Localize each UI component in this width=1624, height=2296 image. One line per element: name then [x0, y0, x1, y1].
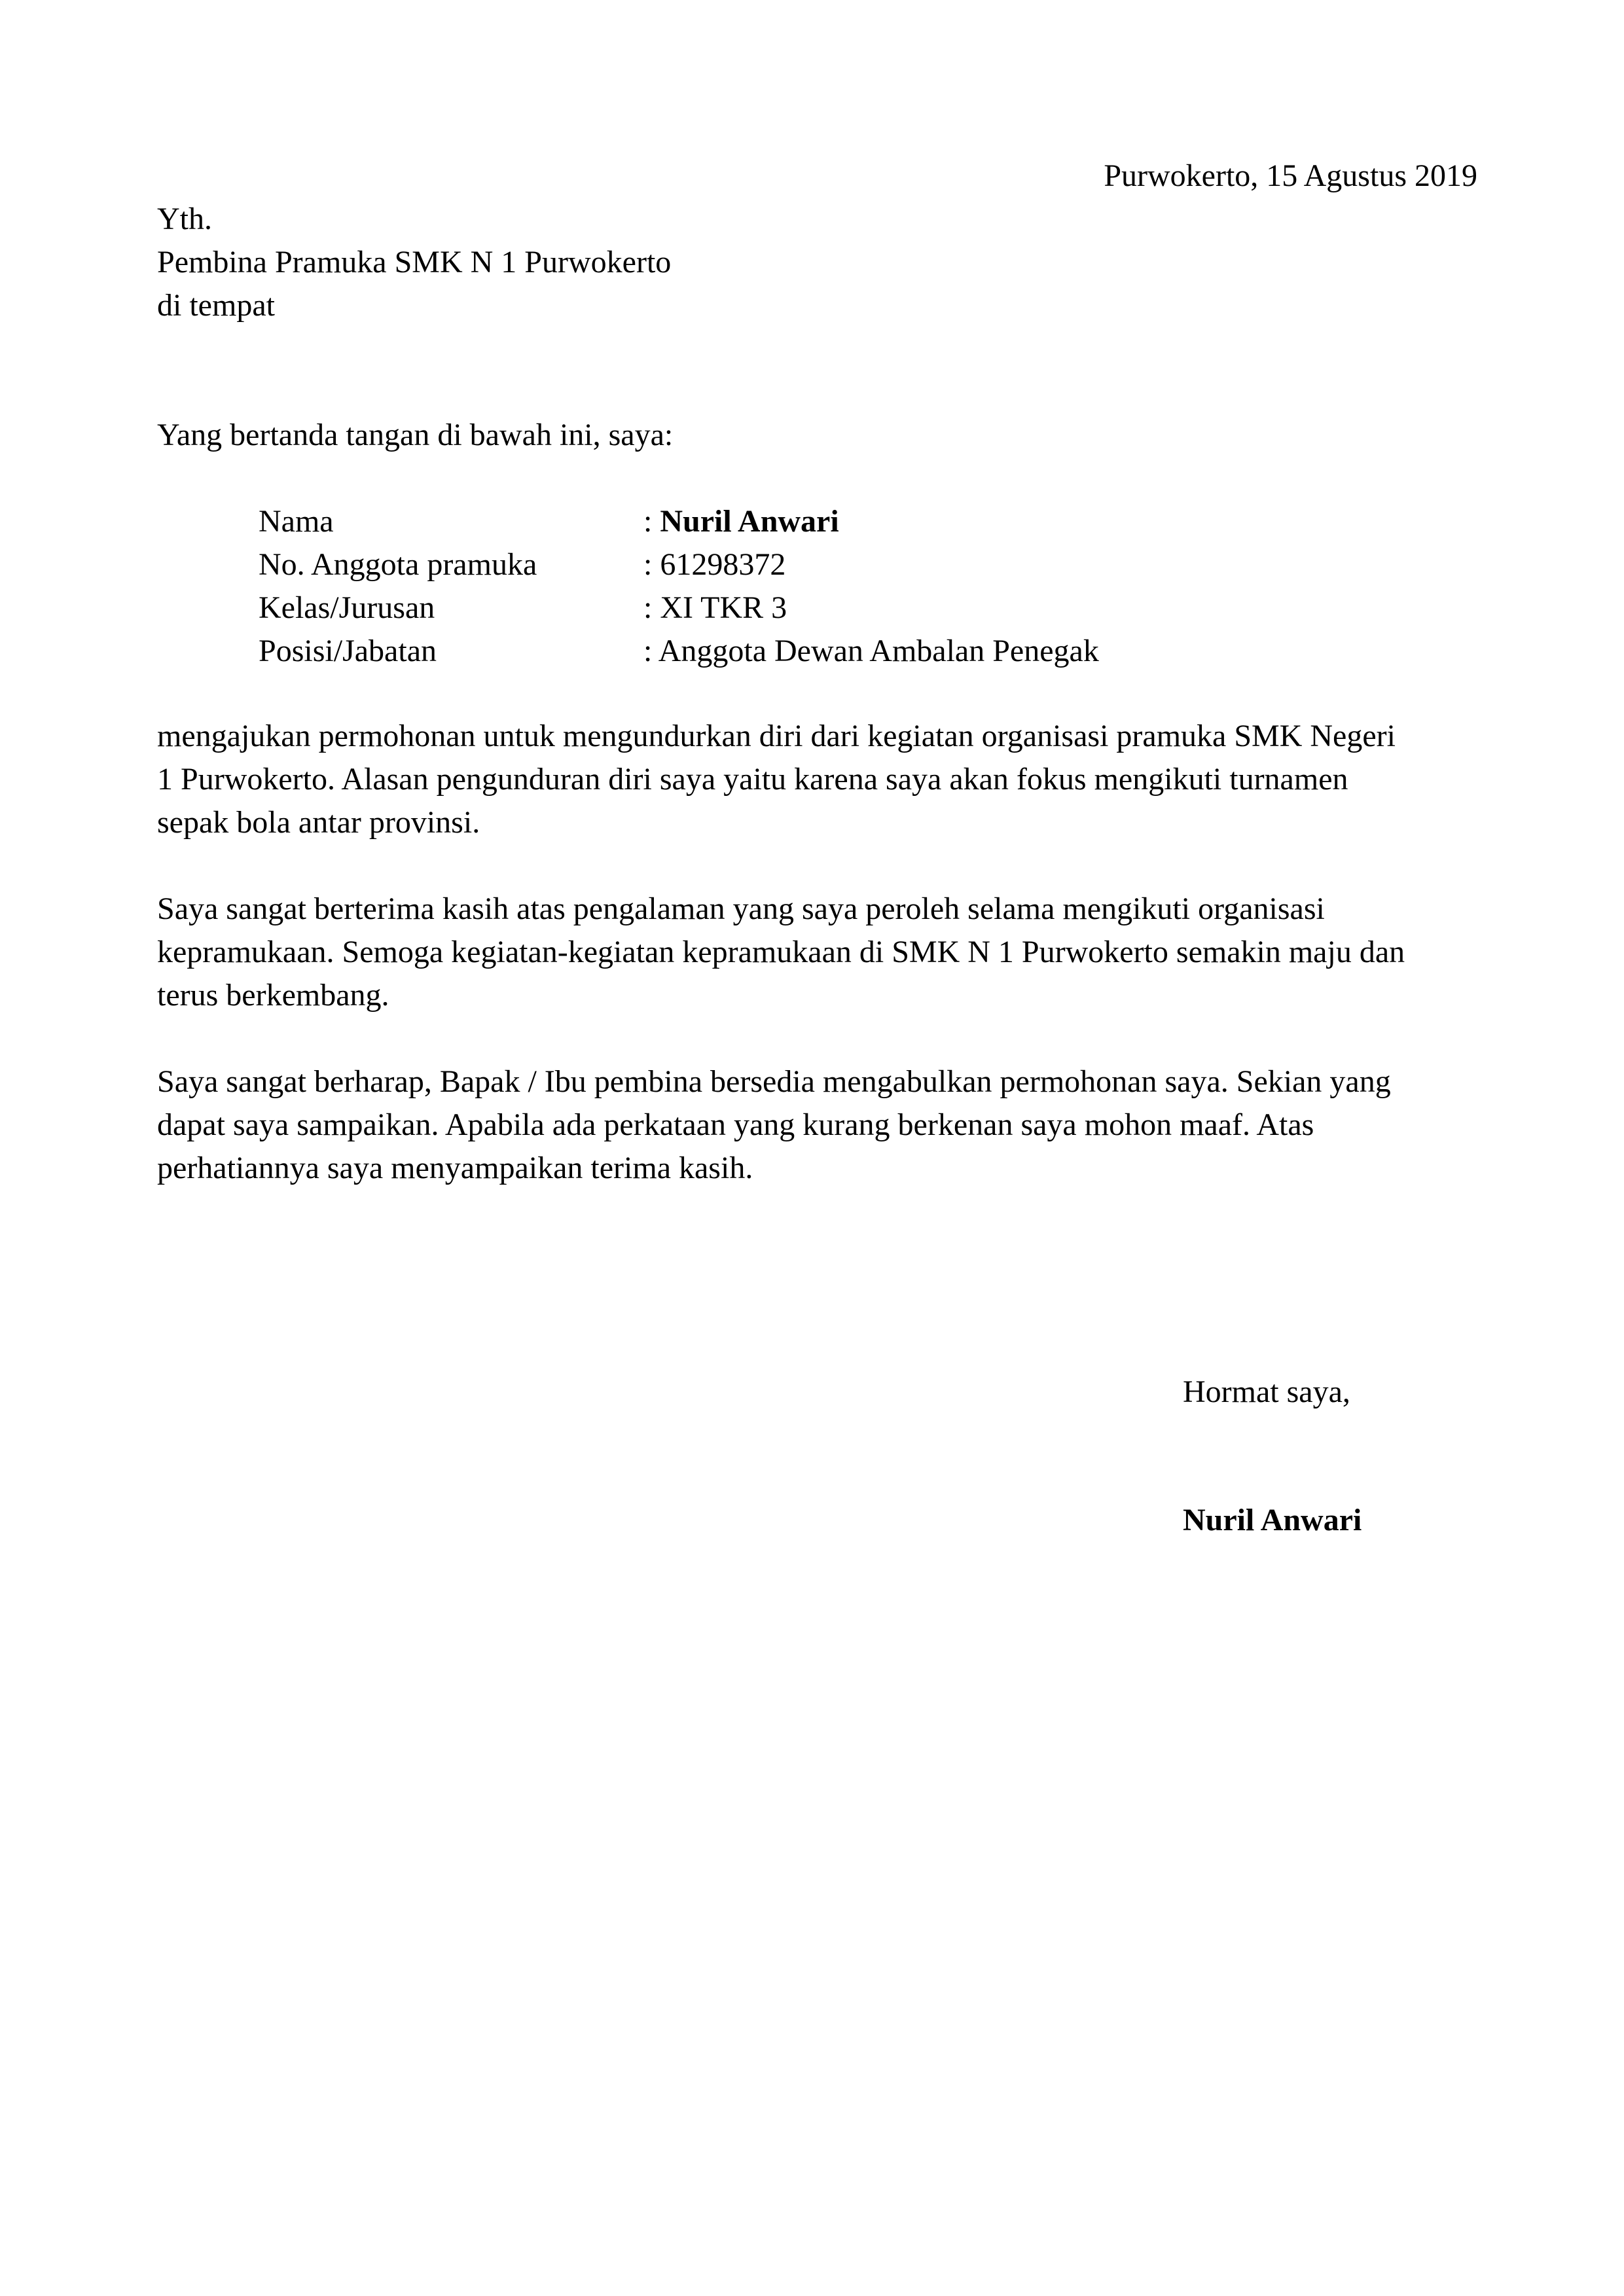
identity-name-value: Nuril Anwari	[660, 504, 839, 539]
salutation: Yth.	[157, 202, 212, 236]
addressee: Pembina Pramuka SMK N 1 Purwokerto	[157, 245, 672, 279]
paragraph-closing	[157, 1060, 1391, 1190]
identity-label: No. Anggota pramuka	[259, 547, 537, 582]
identity-value: : 61298372	[643, 547, 786, 582]
identity-table	[259, 500, 1099, 673]
identity-row	[259, 630, 1099, 673]
identity-value: : XI TKR 3	[643, 590, 787, 625]
identity-colon: :	[643, 504, 660, 539]
paragraph-gratitude	[157, 888, 1405, 1017]
paragraph-line: 1 Purwokerto. Alasan pengunduran diri saya yaitu karena saya akan fokus mengikuti turnamen	[157, 762, 1348, 797]
signatory-name: Nuril Anwari	[1183, 1503, 1362, 1537]
paragraph-line: mengajukan permohonan untuk mengundurkan diri dari kegiatan organisasi pramuka SMK Negeri	[157, 719, 1396, 753]
paragraph-line: perhatiannya saya menyampaikan terima kasih.	[157, 1151, 753, 1185]
identity-label: Kelas/Jurusan	[259, 590, 435, 625]
paragraph-line: Saya sangat berterima kasih atas pengalaman yang saya peroleh selama mengikuti organisasi	[157, 891, 1325, 926]
paragraph-line: kepramukaan. Semoga kegiatan-kegiatan kepramukaan di SMK N 1 Purwokerto semakin maju dan	[157, 935, 1405, 969]
paragraph-line: dapat saya sampaikan. Apabila ada perkataan yang kurang berkenan saya mohon maaf. Atas	[157, 1107, 1314, 1142]
identity-value	[643, 500, 839, 543]
identity-value: : Anggota Dewan Ambalan Penegak	[643, 634, 1099, 668]
identity-label: Posisi/Jabatan	[259, 634, 437, 668]
identity-label: Nama	[259, 504, 334, 539]
recipient-block	[157, 198, 671, 327]
identity-row	[259, 543, 1099, 586]
place-date: Purwokerto, 15 Agustus 2019	[1104, 158, 1477, 193]
addressee-location: di tempat	[157, 288, 275, 323]
identity-row	[259, 500, 1099, 543]
paragraph-line: sepak bola antar provinsi.	[157, 805, 480, 840]
paragraph-request	[157, 715, 1396, 844]
closing-greeting: Hormat saya,	[1183, 1374, 1350, 1409]
paragraph-line: Saya sangat berharap, Bapak / Ibu pembina bersedia mengabulkan permohonan saya. Sekian yang	[157, 1064, 1391, 1099]
opening-line: Yang bertanda tangan di bawah ini, saya:	[157, 418, 674, 452]
paragraph-line: terus berkembang.	[157, 978, 389, 1013]
identity-row	[259, 586, 1099, 630]
